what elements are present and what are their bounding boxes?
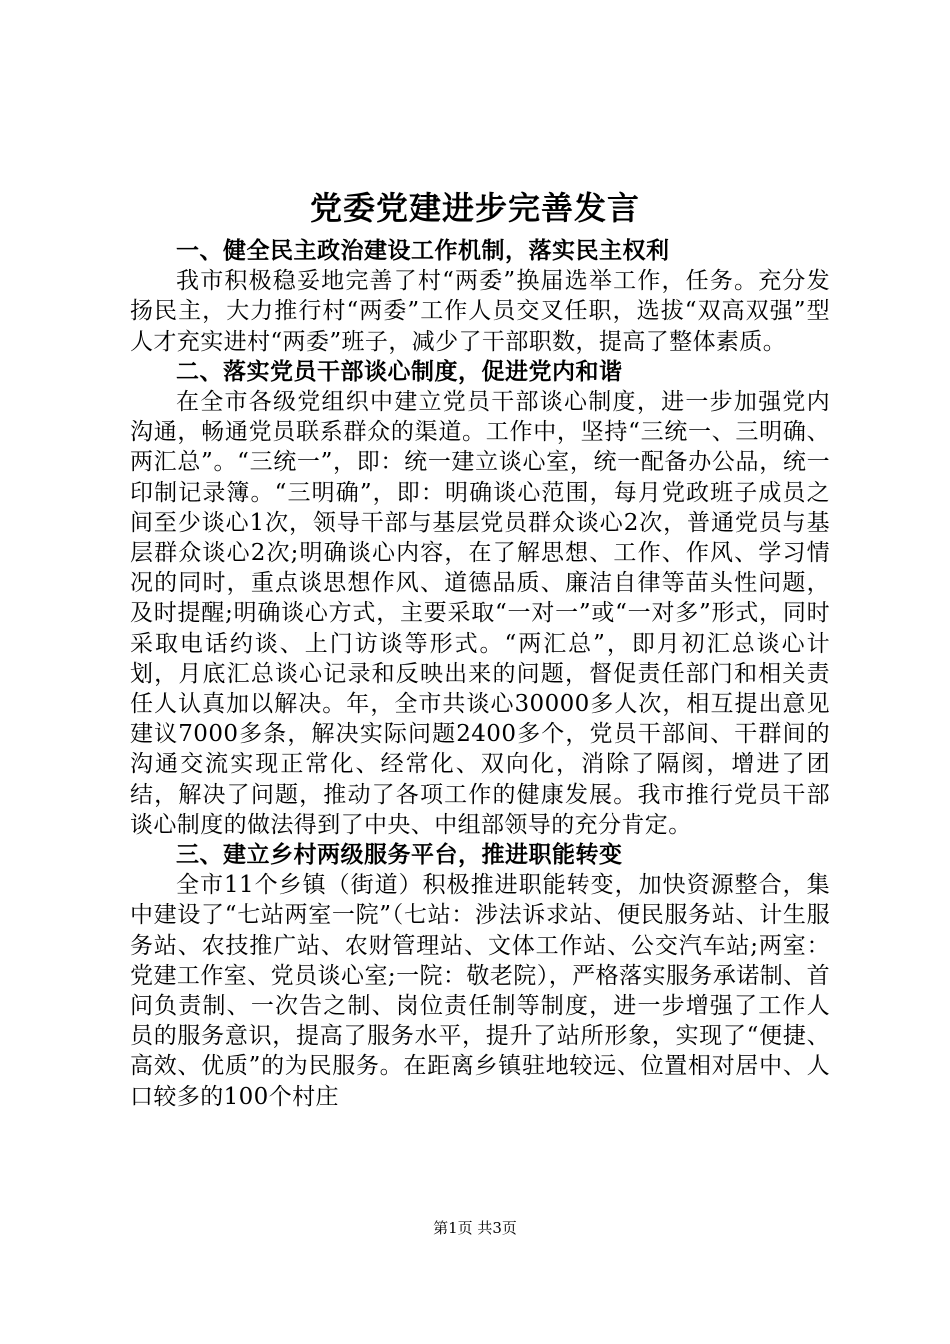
section-heading-3: 三、建立乡村两级服务平台，推进职能转变 <box>176 842 623 869</box>
section-paragraph-2: 在全市各级党组织中建立党员干部谈心制度，进一步加强党内沟通，畅通党员联系群众的渠道。工作中，坚持“三统一、三明确、两汇总”。“三统一”，即：统一建立谈心室，统一配备办公品，统一印制记录簿。“三明确”，即：明确谈心范围，每月党政班子成员之间至少谈心1次，领导干部与基层党员群众谈心2次，普通党员与基层群众谈心2次;明确谈心内容，在了解思想、工作、作风、学习情况的同时，重点谈思想作风、道德品质、廉洁自律等苗头性问题，及时提醒;明确谈心方式，主要采取“一对一”或“一对多”形式，同时采取电话约谈、上门访谈等形式。“两汇总”，即月初汇总谈心计划，月底汇总谈心记录和反映出来的问题，督促责任部门和相关责任人认真加以解决。年，全市共谈心30000多人次，相互提出意见建议7000多条，解决实际问题2400多个，党员干部间、干群间的沟通交流实现正常化、经常化、双向化，消除了隔阂，增进了团结，解决了问题，推动了各项工作的健康发展。我市推行党员干部谈心制度的做法得到了中央、中组部领导的充分肯定。 <box>130 389 830 838</box>
document-title: 党委党建进步完善发言 <box>309 189 640 227</box>
section-paragraph-1: 我市积极稳妥地完善了村“两委”换届选举工作，任务。充分发扬民主，大力推行村“两委”工作人员交叉任职，选拔“双高双强”型人才充实进村“两委”班子，减少了干部职数，提高了整体素质。 <box>130 268 830 355</box>
page-number-footer: 第1页 共3页 <box>433 1219 517 1237</box>
section-paragraph-3: 全市11个乡镇（街道）积极推进职能转变，加快资源整合，集中建设了“七站两室一院”（七站：涉法诉求站、便民服务站、计生服务站、农技推广站、农财管理站、文体工作站、公交汽车站;两室：党建工作室、党员谈心室;一院：敬老院），严格落实服务承诺制、首问负责制、一次告之制、岗位责任制等制度，进一步增强了工作人员的服务意识，提高了服务水平，提升了站所形象，实现了“便捷、高效、优质”的为民服务。在距离乡镇驻地较远、位置相对居中、人口较多的100个村庄 <box>130 872 830 1110</box>
section-heading-1: 一、健全民主政治建设工作机制，落实民主权利 <box>176 238 670 264</box>
section-heading-2: 二、落实党员干部谈心制度，促进党内和谐 <box>176 358 623 385</box>
document-body <box>130 236 830 1112</box>
